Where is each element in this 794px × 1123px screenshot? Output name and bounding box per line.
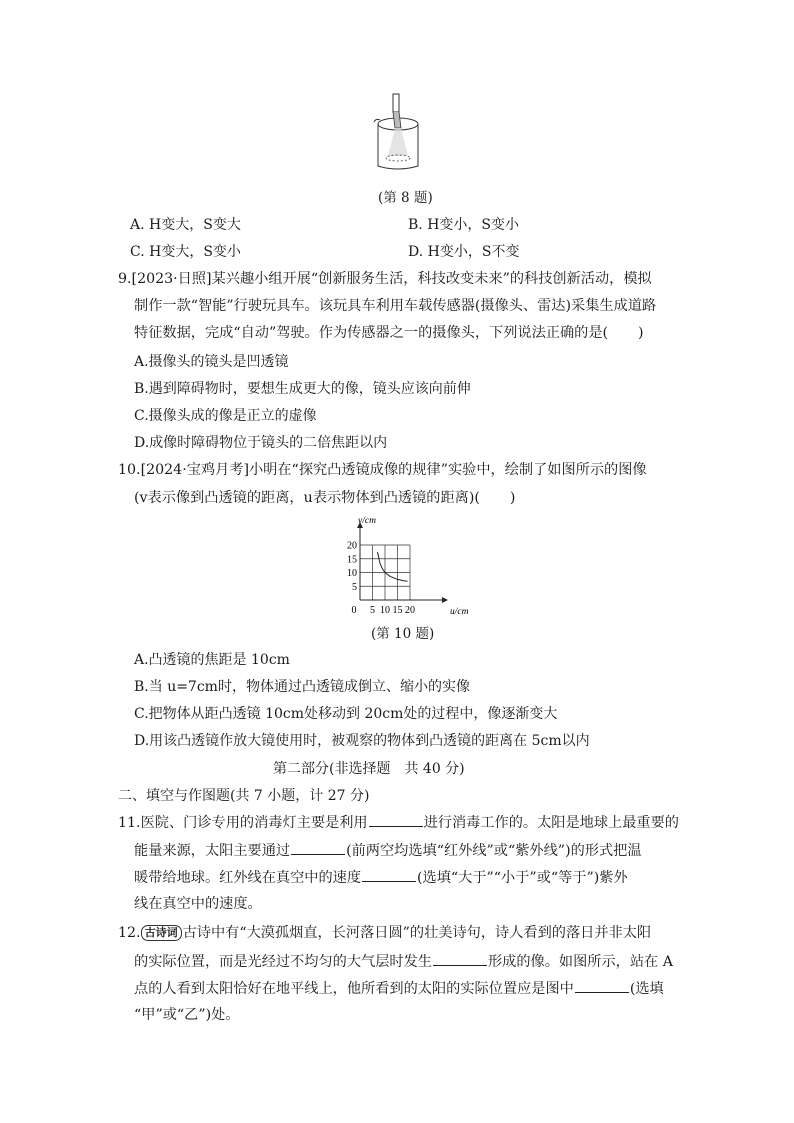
q11-line-2: 能量来源，太阳主要通过 (前两空均选填“红外线”或“紫外线”)的形式把温 [134, 840, 642, 861]
q9-line-2: 制作一款“智能”行驶玩具车。该玩具车利用车载传感器(摄像头、雷达)采集生成道路 [134, 298, 657, 314]
q11-line-3: 暖带给地球。红外线在真空中的速度 (选填“大于”“小于”或“等于”)紫外 [134, 867, 628, 888]
q9-option-c[interactable]: C.摄像头成的像是正立的虚像 [134, 408, 317, 424]
q12-line-3: 点的人看到太阳恰好在地平线上，他所看到的太阳的实际位置应是图中 (选填 [134, 978, 664, 999]
poetry-badge: 古诗词 [141, 925, 182, 941]
q12-blank-1[interactable] [433, 951, 487, 966]
q9-option-b[interactable]: B.遇到障碍物时，要想生成更大的像，镜头应该向前伸 [134, 381, 471, 397]
q10-option-b[interactable]: B.当 u=7cm时，物体通过凸透镜成倒立、缩小的实像 [134, 679, 470, 695]
x-tick-label: 10 [380, 605, 390, 616]
q11-blank-3[interactable] [362, 867, 416, 882]
y-tick-label: 15 [347, 554, 357, 566]
q12-line-1: 12. 古诗词 古诗中有“大漠孤烟直，长河落日圆”的壮美诗句，诗人看到的落日并非太阳 [118, 925, 652, 941]
q8-option-b[interactable]: B. H变小，S变小 [408, 217, 520, 233]
section-2-title: 第二部分(非选择题 共 40 分) [273, 761, 465, 777]
q8-option-d[interactable]: D. H变小，S不变 [408, 244, 520, 260]
y-tick-label: 20 [347, 540, 357, 552]
q10-chart [320, 512, 469, 617]
q8-option-a[interactable]: A. H变大，S变大 [130, 217, 241, 233]
q10-caption: (第 10 题) [371, 626, 435, 642]
q10-line-2: (v表示像到凸透镜的距离，u表示物体到凸透镜的距离)( ) [134, 490, 516, 506]
y-tick-label: 10 [347, 568, 357, 579]
q11-blank-1[interactable] [369, 812, 423, 827]
q12-line-4: “甲”或“乙”)处。 [134, 1007, 240, 1023]
q9-line-3: 特征数据，完成“自动”驾驶。作为传感器之一的摄像头，下列说法正确的是( ) [134, 325, 644, 341]
q10-line-1: 10.[2024·宝鸡月考]小明在“探究凸透镜成像的规律”实验中，绘制了如图所示的图像 [118, 462, 647, 478]
x-axis-label: u/cm [450, 607, 469, 617]
q12-blank-2[interactable] [575, 978, 629, 993]
q8-option-c[interactable]: C. H变大，S变小 [130, 244, 241, 260]
q11-blank-2[interactable] [291, 840, 345, 855]
q9-line-1: 9.[2023·日照]某兴趣小组开展“创新服务生活，科技改变未来”的科技创新活动，模拟 [118, 271, 652, 287]
q11-line-1: 11.医院、门诊专用的消毒灯主要是利用 进行消毒工作的。太阳是地球上最重要的 [118, 812, 679, 833]
q9-option-a[interactable]: A.摄像头的镜头是凹透镜 [134, 354, 289, 370]
x-tick-label: 20 [405, 605, 415, 616]
q11-line-4: 线在真空中的速度。 [134, 896, 262, 912]
x-tick-label: 0 [351, 605, 357, 616]
data-curve [378, 552, 408, 581]
y-axis-label: v/cm [358, 516, 376, 526]
x-tick-label: 5 [370, 605, 375, 616]
x-tick-label: 15 [392, 605, 403, 616]
section-2-heading: 二、填空与作图题(共 7 小题，计 27 分) [118, 788, 370, 804]
q12-line-2: 的实际位置，而是光经过不均匀的大气层时发生 形成的像。如图所示，站在 A [134, 951, 673, 972]
beaker-figure [368, 94, 428, 174]
q9-option-d[interactable]: D.成像时障碍物位于镜头的二倍焦距以内 [134, 435, 388, 451]
y-tick-label: 5 [352, 581, 357, 593]
q10-option-a[interactable]: A.凸透镜的焦距是 10cm [134, 652, 290, 668]
q10-option-d[interactable]: D.用该凸透镜作放大镜使用时，被观察的物体到凸透镜的距离在 5cm以内 [134, 733, 590, 749]
q10-option-c[interactable]: C.把物体从距凸透镜 10cm处移动到 20cm处的过程中，像逐渐变大 [134, 706, 558, 722]
x-axis-arrow [442, 597, 448, 603]
q8-caption: (第 8 题) [378, 190, 433, 206]
